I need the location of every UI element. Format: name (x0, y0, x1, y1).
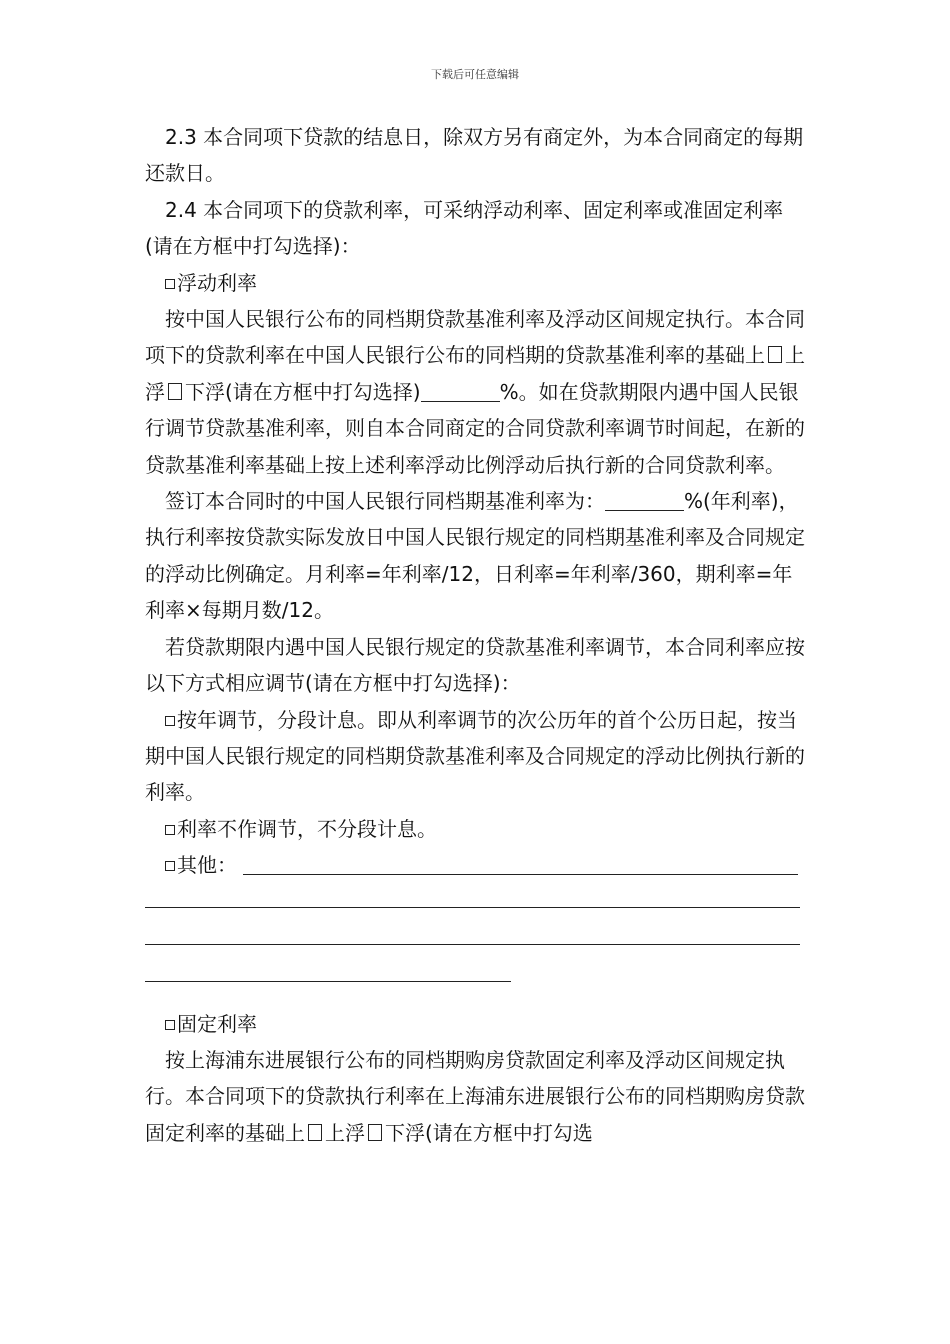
adjust-paragraph: 若贷款期限内遇中国人民银行规定的贷款基准利率调节，本合同利率应按以下方式相应调节(请在方框中打勾选择)： (145, 634, 805, 696)
checkbox-floating-rate[interactable] (165, 279, 175, 289)
fixed-rate-label: 固定利率 (177, 1011, 257, 1036)
base-rate-paragraph: 签订本合同时的中国人民银行同档期基准利率为： %(年利率)，执行利率按贷款实际发放日中国人民银行规定的同档期基准利率及合同规定的浮动比例确定。月利率=年利率/12，日利率=年利率/360，期利率=年利率×每期月数/12。 (145, 489, 805, 623)
checkbox-other[interactable] (165, 861, 175, 871)
other-blank-line-2[interactable] (145, 906, 800, 908)
checkbox-no-adjust[interactable] (165, 825, 175, 835)
clause-2-3: 2.3 本合同项下贷款的结息日，除双方另有商定外，为本合同商定的每期还款日。 (145, 125, 804, 186)
floating-rate-option (145, 265, 807, 301)
fixed-rate-paragraph: 按上海浦东进展银行公布的同档期购房贷款固定利率及浮动区间规定执行。本合同项下的贷款执行利率在上海浦东进展银行公布的同档期购房贷款固定利率的基础上 上浮 下浮(请在方框中打勾选 (145, 1047, 805, 1145)
page-header: 下载后可任意编辑 (431, 68, 519, 81)
checkbox-fixed-rate[interactable] (165, 1020, 175, 1030)
fixed-rate-option (145, 1006, 807, 1042)
option-no-adjust: 利率不作调节，不分段计息。 (145, 811, 807, 847)
checkbox-fixed-down[interactable] (368, 1124, 382, 1141)
float-percent-blank[interactable] (421, 379, 500, 402)
clause-2-4: 2.4 本合同项下的贷款利率，可采纳浮动利率、固定利率或准固定利率(请在方框中打勾选择)： (145, 197, 784, 259)
checkbox-fixed-up[interactable] (308, 1124, 322, 1141)
option-yearly-adjust: 按年调节，分段计息。即从利率调节的次公历年的首个公历日起，按当期中国人民银行规定的同档期贷款基准利率及合同规定的浮动比例执行新的利率。 (145, 707, 805, 805)
other-blank-line-3[interactable] (145, 943, 800, 945)
option-other: 其他： (145, 847, 807, 883)
checkbox-float-up[interactable] (768, 346, 782, 363)
spacer (145, 982, 807, 1006)
floating-rate-paragraph: 按中国人民银行公布的同档期贷款基准利率及浮动区间规定执行。本合同项下的贷款利率在中国人民银行公布的同档期的贷款基准利率的基础上 上浮 下浮(请在方框中打勾选择) %。如在贷款期限内遇中国人民银行调节贷款基准利率，则自本合同商定的合同贷款利率调节时间起，在新的贷款基准利率基础上按上述利率浮动比例浮动后执行新的合同贷款利率。 (145, 307, 805, 477)
checkbox-float-down[interactable] (168, 383, 182, 400)
document-body (145, 119, 807, 1151)
other-blank-line-1[interactable] (243, 852, 798, 875)
floating-rate-label: 浮动利率 (177, 270, 257, 295)
checkbox-yearly-adjust[interactable] (165, 716, 175, 726)
base-rate-blank[interactable] (605, 488, 684, 511)
